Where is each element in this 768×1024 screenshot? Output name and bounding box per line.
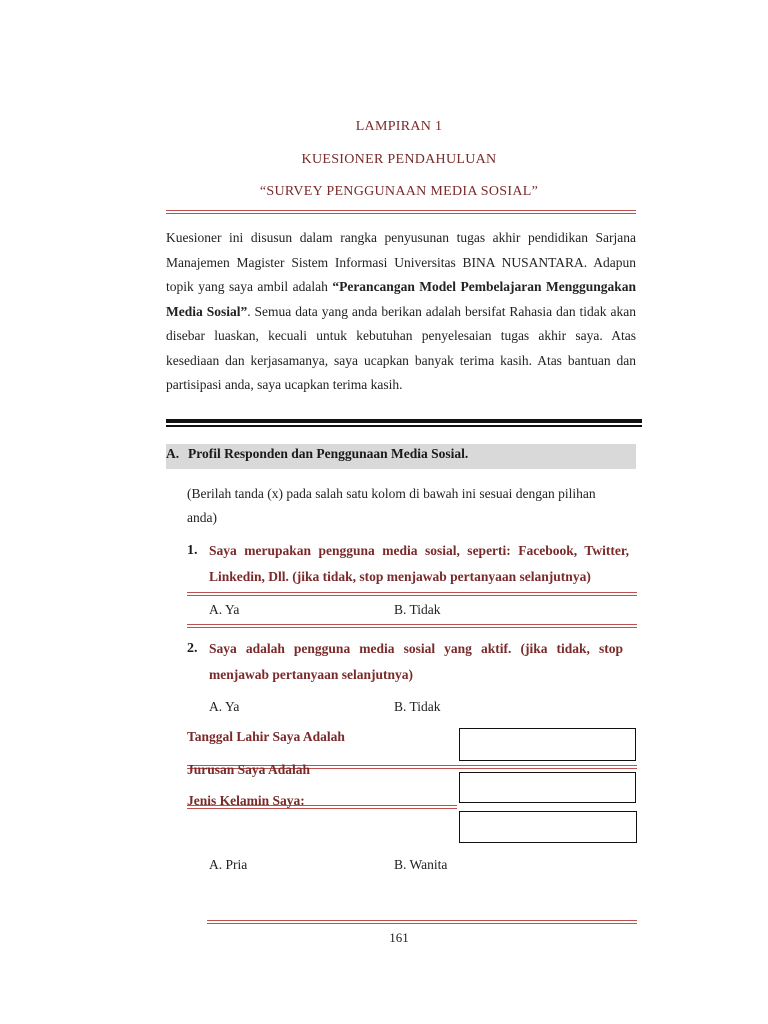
q2-option-b[interactable]: B. Tidak	[394, 699, 441, 714]
q1-divider	[187, 592, 637, 596]
intro-topic: “Perancangan Model Pembelajaran Menggungakan Media Sosial”	[166, 279, 636, 319]
major-label: Jurusan Saya Adalah	[187, 762, 311, 777]
page-number: 161	[389, 930, 409, 945]
kuesioner-title: KUESIONER PENDAHULUAN	[301, 152, 497, 167]
q2-text: Saya adalah pengguna media sosial yang aktif. (jika tidak, stop menjawab pertanyaan selanjutnya)	[209, 641, 623, 682]
gender-label: Jenis Kelamin Saya:	[187, 793, 305, 808]
gender-option-pria[interactable]: A. Pria	[209, 857, 248, 872]
major-box[interactable]	[459, 772, 636, 803]
footer-divider	[207, 920, 637, 924]
section-a-title: Profil Responden dan Penggunaan Media Sosial.	[188, 446, 469, 461]
q1-number: 1.	[187, 543, 198, 558]
q2-number: 2.	[187, 641, 198, 656]
intro-text-1: Kuesioner ini disusun dalam rangka penyusunan tugas akhir pendidikan Sarjana Manajemen Magister Sistem Informasi Universitas BINA NUSANTARA. Adapun topik yang saya ambil adalah	[166, 230, 636, 294]
gender-box[interactable]	[459, 811, 637, 843]
instruction-text: (Berilah tanda (x) pada salah satu kolom di bawah ini sesuai dengan pilihan anda)	[187, 486, 596, 525]
q1-text: Saya merupakan pengguna media sosial, seperti: Facebook, Twitter, Linkedin, Dll. (jika tidak, stop menjawab pertanyaan selanjutnya)	[209, 543, 629, 584]
survey-title: “SURVEY PENGGUNAAN MEDIA SOSIAL”	[259, 184, 539, 199]
intro-paragraph	[166, 226, 636, 398]
gender-option-wanita[interactable]: B. Wanita	[394, 857, 448, 872]
q1-option-b[interactable]: B. Tidak	[394, 602, 441, 617]
intro-text-2: . Semua data yang anda berikan adalah bersifat Rahasia dan tidak akan disebar luaskan, kecuali untuk kebutuhan penyelesaian tugas akhir saya. Atas kesediaan dan kerjasamanya, saya ucapkan banyak terima kasih. Atas bantuan dan partisipasi anda, saya ucapkan terima kasih.	[166, 303, 636, 392]
section-a-header	[166, 444, 636, 469]
birth-date-label: Tanggal Lahir Saya Adalah	[187, 729, 345, 744]
section-a-letter: A.	[166, 446, 180, 461]
birth-date-box[interactable]	[459, 728, 636, 761]
q1-option-a[interactable]: A. Ya	[209, 602, 240, 617]
q2-option-a[interactable]: A. Ya	[209, 699, 240, 714]
q1-bottom-divider	[187, 624, 637, 628]
header-divider	[166, 210, 636, 214]
lampiran-title: LAMPIRAN 1	[355, 119, 443, 134]
section-divider	[166, 419, 642, 427]
